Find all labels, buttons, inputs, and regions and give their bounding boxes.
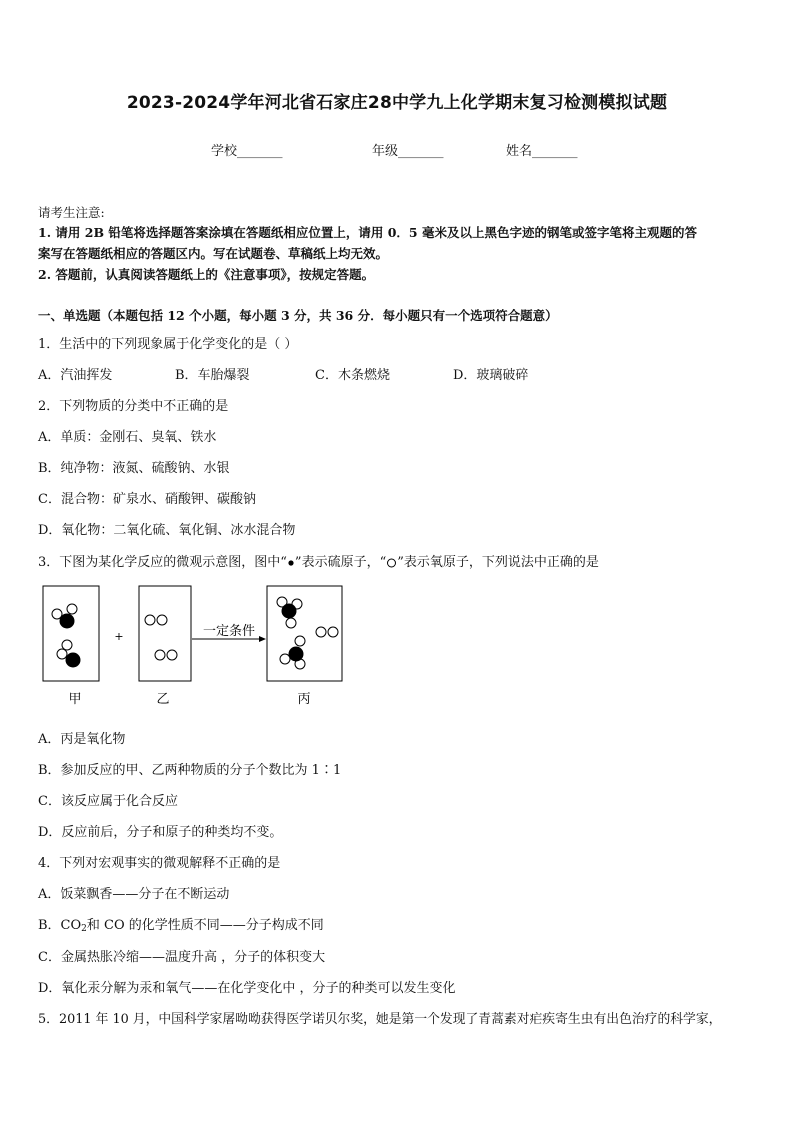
question-3-option-a: A．丙是氧化物: [38, 732, 126, 747]
question-4-option-c: C．金属热胀冷缩——温度升高 ，分子的体积变大: [38, 950, 326, 965]
notice-item-1-line-1: 1. 请用 2B 铅笔将选择题答案涂填在答题纸相应位置上，请用 0．5 毫米及以上黑色字迹的钢笔或签字笔将主观题的答: [38, 225, 697, 240]
o2-molecule: [155, 650, 177, 660]
section-heading: 一、单选题（本题包括 12 个小题，每小题 3 分，共 36 分．每小题只有一个选项符合题意）: [38, 308, 558, 323]
question-4-option-d: D．氧化汞分解为汞和氧气——在化学变化中 ，分子的种类可以发生变化: [38, 981, 456, 996]
question-2-stem: 2．下列物质的分类中不正确的是: [38, 399, 229, 414]
question-2-option-c: C．混合物：矿泉水、硝酸钾、碳酸钠: [38, 492, 256, 507]
question-4-option-a: A．饭菜飘香——分子在不断运动: [38, 887, 230, 902]
question-3-stem-mid: ”表示硫原子，“: [294, 555, 387, 570]
label-yi: 乙: [156, 692, 170, 707]
question-1-option-a: A．汽油挥发: [38, 368, 113, 383]
question-3-stem-prefix: 3．下图为某化学反应的微观示意图，图中“: [38, 555, 287, 570]
plus-sign: +: [114, 630, 124, 643]
box-yi: [139, 586, 191, 681]
so2-molecule: [52, 604, 77, 629]
question-1-stem: 1．生活中的下列现象属于化学变化的是（ ）: [38, 337, 298, 352]
sulfur-atom-icon: [287, 558, 295, 568]
reaction-condition: 一定条件: [202, 624, 256, 639]
notice-item-2: 2. 答题前，认真阅读答题纸上的《注意事项》，按规定答题。: [38, 267, 375, 282]
question-3-stem: [38, 551, 599, 570]
reaction-diagram: [0, 578, 400, 718]
question-4-stem: 4．下列对宏观事实的微观解释不正确的是: [38, 856, 281, 871]
question-2-option-d: D．氧化物：二氧化硫、氧化铜、冰水混合物: [38, 523, 296, 538]
label-bing: 丙: [297, 692, 311, 707]
question-3-option-d: D．反应前后，分子和原子的种类均不变。: [38, 825, 283, 840]
question-4-option-b: [38, 914, 324, 934]
co2-subscript: 2: [81, 924, 87, 934]
name-field: 姓名_______: [506, 144, 578, 159]
question-1-option-b: B．车胎爆裂: [175, 368, 250, 383]
notice-heading: 请考生注意:: [38, 205, 105, 220]
page-title: 2023-2024学年河北省石家庄28中学九上化学期末复习检测模拟试题: [126, 93, 668, 113]
question-4-option-b-pre: B．CO: [38, 918, 82, 933]
label-jia: 甲: [68, 692, 82, 707]
notice-item-1-line-2: 案写在答题纸相应的答题区内。写在试题卷、草稿纸上均无效。: [38, 246, 389, 261]
o2-molecule: [145, 615, 167, 625]
question-3-option-c: C．该反应属于化合反应: [38, 794, 178, 809]
o2-molecule: [316, 627, 338, 637]
question-3-stem-suffix: ”表示氧原子，下列说法中正确的是: [397, 555, 599, 570]
grade-field: 年级_______: [372, 144, 444, 159]
question-2-option-b: B．纯净物：液氮、硫酸钠、水银: [38, 461, 230, 476]
so2-molecule: [57, 640, 81, 668]
question-5-stem: 5．2011 年 10 月，中国科学家屠呦呦获得医学诺贝尔奖，她是第一个发现了青蒿素对疟疾寄生虫有出色治疗的科学家，: [38, 1012, 722, 1027]
so3-molecule: [277, 597, 302, 628]
question-4-option-b-post: 和 CO 的化学性质不同——分子构成不同: [86, 918, 324, 933]
question-1-option-d: D．玻璃破碎: [453, 368, 529, 383]
oxygen-atom-icon: [386, 557, 397, 569]
school-field: 学校_______: [211, 144, 283, 159]
question-2-option-a: A．单质：金刚石、臭氧、铁水: [38, 430, 217, 445]
so3-molecule: [280, 636, 305, 669]
arrow-head-icon: [259, 636, 266, 642]
question-1-option-c: C．木条燃烧: [315, 368, 390, 383]
question-3-option-b: B．参加反应的甲、乙两种物质的分子个数比为 1∶1: [38, 763, 342, 778]
